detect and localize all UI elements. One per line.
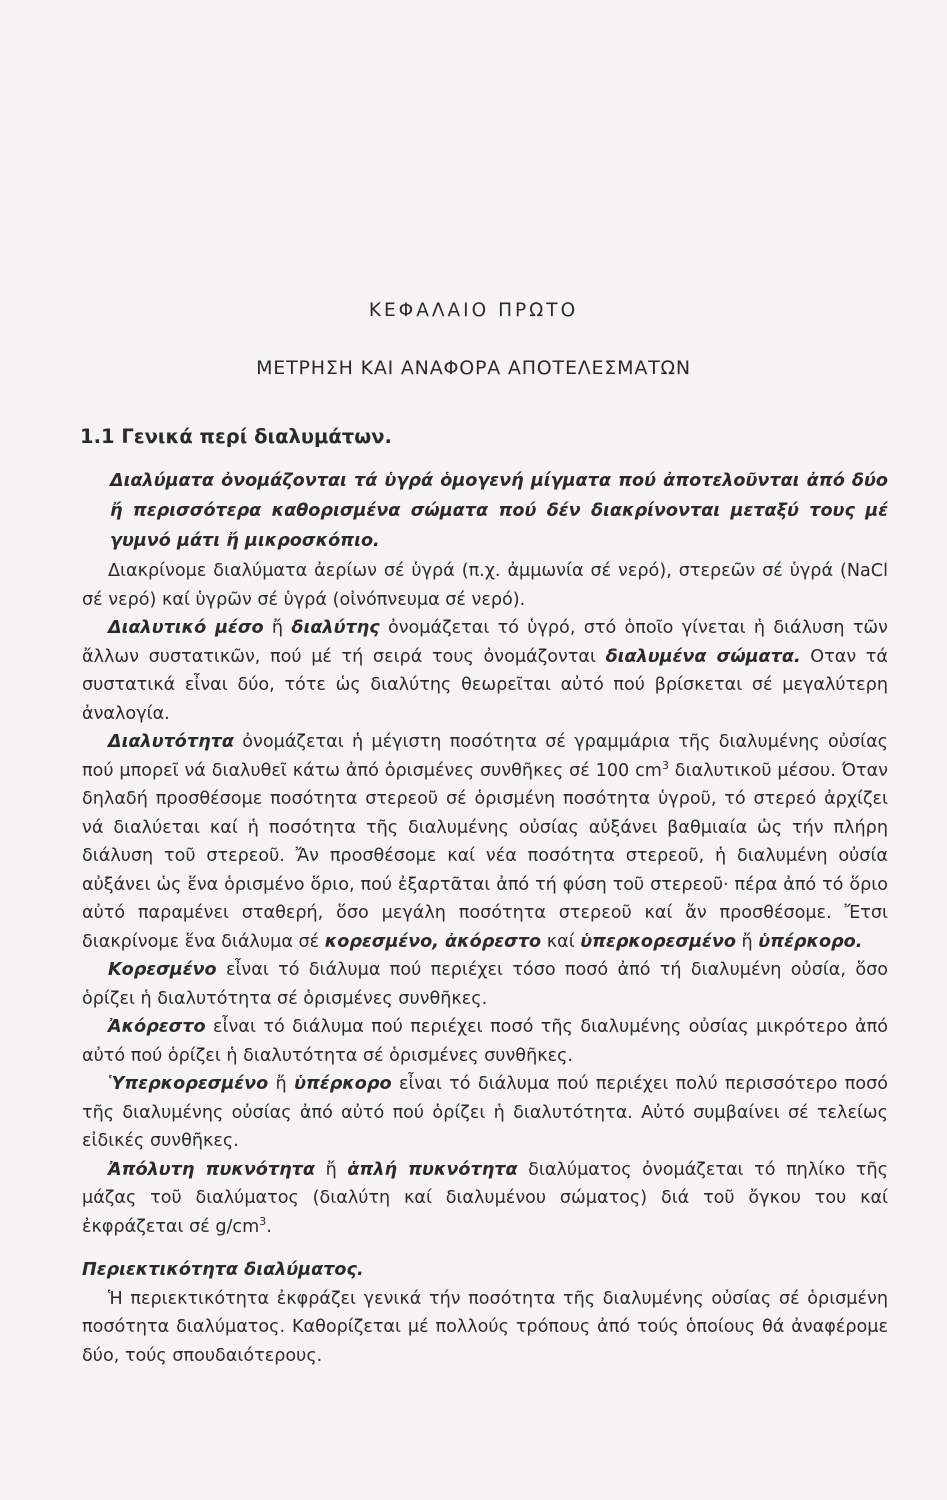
term-supersaturated: ὑπερκορεσμένο [580, 931, 736, 952]
term-solubility: Διαλυτότητα [108, 732, 234, 752]
text: εἶναι τό διάλυμα πού περιέχει τόσο ποσό ἀπό τή διαλυμένη οὐσία, ὅσο ὁρίζει ἡ διαλυτότητα σέ ὁρισμένες συνθῆκες. [82, 960, 888, 1009]
section-heading: 1.1 Γενικά περί διαλυμάτων. [80, 425, 392, 448]
text: ἤ [268, 1074, 295, 1094]
superscript: 3 [661, 758, 669, 772]
term-supersaturated: Ὑπερκορεσμένο [108, 1074, 269, 1094]
text: ὀνομάζεται ἡ μέγιστη ποσότητα σέ γραμμάρια τῆς διαλυμένης οὐσίας πού μπορεῖ νά διαλυθεῖ κάτω ἀπό ὁρισμένες συνθῆκες σέ 100 cm [82, 732, 888, 781]
term-simple-density: ἁπλή πυκνότητα [347, 1159, 518, 1180]
term-saturated-unsaturated: κορεσμένο, ἀκόρεστο [324, 931, 542, 952]
text: εἶναι τό διάλυμα πού περιέχει πολύ περισσότερο ποσό τῆς διαλυμένης οὐσίας ἀπό αὐτό πού ὁρίζει ἡ διαλυτότητα. Αὐτό συμβαίνει σέ τελείως εἰδικές συνθῆκες. [82, 1074, 889, 1151]
paragraph-solvent [82, 614, 888, 728]
term-unsaturated: Ἀκόρεστο [108, 1017, 206, 1037]
text: καί [541, 931, 581, 952]
term-solvent-medium: Διαλυτικό μέσο [108, 618, 264, 638]
text: ἤ [735, 931, 759, 952]
paragraph-concentration: Ἡ περιεκτικότητα ἐκφράζει γενικά τήν ποσότητα τῆς διαλυμένης οὐσίας σέ ὁρισμένη ποσότητα διαλύματος. Καθορίζεται μέ πολλούς τρόπους ἀπό τούς ὁποίους θά ἀναφέρομε δύο, τούς σπουδαιότερους. [82, 1288, 888, 1366]
term-absolute-density: Ἀπόλυτη πυκνότητα [108, 1159, 315, 1180]
paragraph-solubility [82, 728, 888, 956]
text: εἶναι τό διάλυμα πού περιέχει ποσό τῆς διαλυμένης οὐσίας μικρότερο ἀπό αὐτό πού ὁρίζει ἡ διαλυτότητα σέ ὁρισμένες συνθῆκες. [82, 1017, 888, 1066]
text: ἤ [314, 1159, 348, 1180]
paragraph-solution-types: Διακρίνομε διαλύματα ἀερίων σέ ὑγρά (π.χ. ἀμμωνία σέ νερό), στερεῶν σέ ὑγρά (NaCl σέ νερό) καί ὑγρῶν σέ ὑγρά (οἰνόπνευμα σέ νερό). [82, 561, 888, 610]
term-hypersaturated: ὑπέρκορο. [758, 931, 863, 952]
text: ὀνομάζεται τό ὑγρό, στό ὁποῖο γίνεται ἡ διάλυση τῶν ἄλλων συστατικῶν, πού μέ τή σειρά τους ὀνομάζονται [82, 618, 888, 667]
definition-paragraph: Διαλύματα ὀνομάζονται τά ὑγρά ὁμογενή μίγματα πού ἀποτελοῦνται ἀπό δύο ἤ περισσότερα καθορισμένα σώματα πού δέν διακρίνονται μεταξύ τους μέ γυμνό μάτι ἤ μικροσκόπιο. [110, 471, 888, 551]
body-text [82, 466, 888, 1370]
paragraph-density [82, 1156, 888, 1242]
term-hypersaturated: ὑπέρκορο [294, 1074, 392, 1094]
text: . [266, 1216, 272, 1237]
chapter-title: ΜΕΤΡΗΣΗ ΚΑΙ ΑΝΑΦΟΡΑ ΑΠΟΤΕΛΕΣΜΑΤΩΝ [256, 357, 691, 379]
text: διαλυτικοῦ μέσου. Όταν δηλαδή προσθέσομε ποσότητα στερεοῦ σέ ὁρισμένη ποσότητα ὑγροῦ, τό στερεό ἀρχίζει νά διαλύεται καί ἡ ποσότητα τῆς διαλυμένης οὐσίας αὐξάνει βαθμιαία ὡς τήν πλήρη διάλυση τοῦ στερεοῦ. Ἄν προσθέσομε καί νέα ποσότητα στερεοῦ, ἡ διαλυμένη οὐσία αὐξάνει ὡς ἕνα ὁρισμένο ὅριο, πού ἐξαρτᾶται ἀπό τή φύση τοῦ στερεοῦ· πέρα ἀπό τό ὅριο αὐτό παραμένει σταθερή, ὅσο μεγάλη ποσότητα στερεοῦ καί ἄν προσθέσομε. Ἔτσι διακρίνομε ἕνα διάλυμα σέ [82, 760, 889, 952]
term-dissolved-bodies: διαλυμένα σώματα. [605, 646, 801, 667]
paragraph-supersaturated [82, 1070, 888, 1156]
text: ἤ [263, 618, 292, 638]
term-solvent: διαλύτης [291, 618, 380, 638]
text: Οταν τά συστατικά εἶναι δύο, τότε ὡς διαλύτης θεωρεῖται αὐτό πού βρίσκεται σέ μεγαλύτερη ἀναλογία. [82, 646, 888, 724]
term-saturated: Κορεσμένο [108, 960, 217, 980]
paragraph-saturated [82, 956, 888, 1013]
text: διαλύματος ὀνομάζεται τό πηλίκο τῆς μάζας τοῦ διαλύματος (διαλύτη καί διαλυμένου σώματος) διά τοῦ ὄγκου του καί ἐκφράζεται σέ g/cm [82, 1159, 888, 1237]
paragraph-unsaturated [82, 1013, 888, 1070]
subheading-concentration: Περιεκτικότητα διαλύματος. [82, 1260, 364, 1280]
superscript: 3 [259, 1214, 267, 1228]
chapter-heading: ΚΕΦΑΛΑΙΟ ΠΡΩΤΟ [368, 300, 579, 321]
